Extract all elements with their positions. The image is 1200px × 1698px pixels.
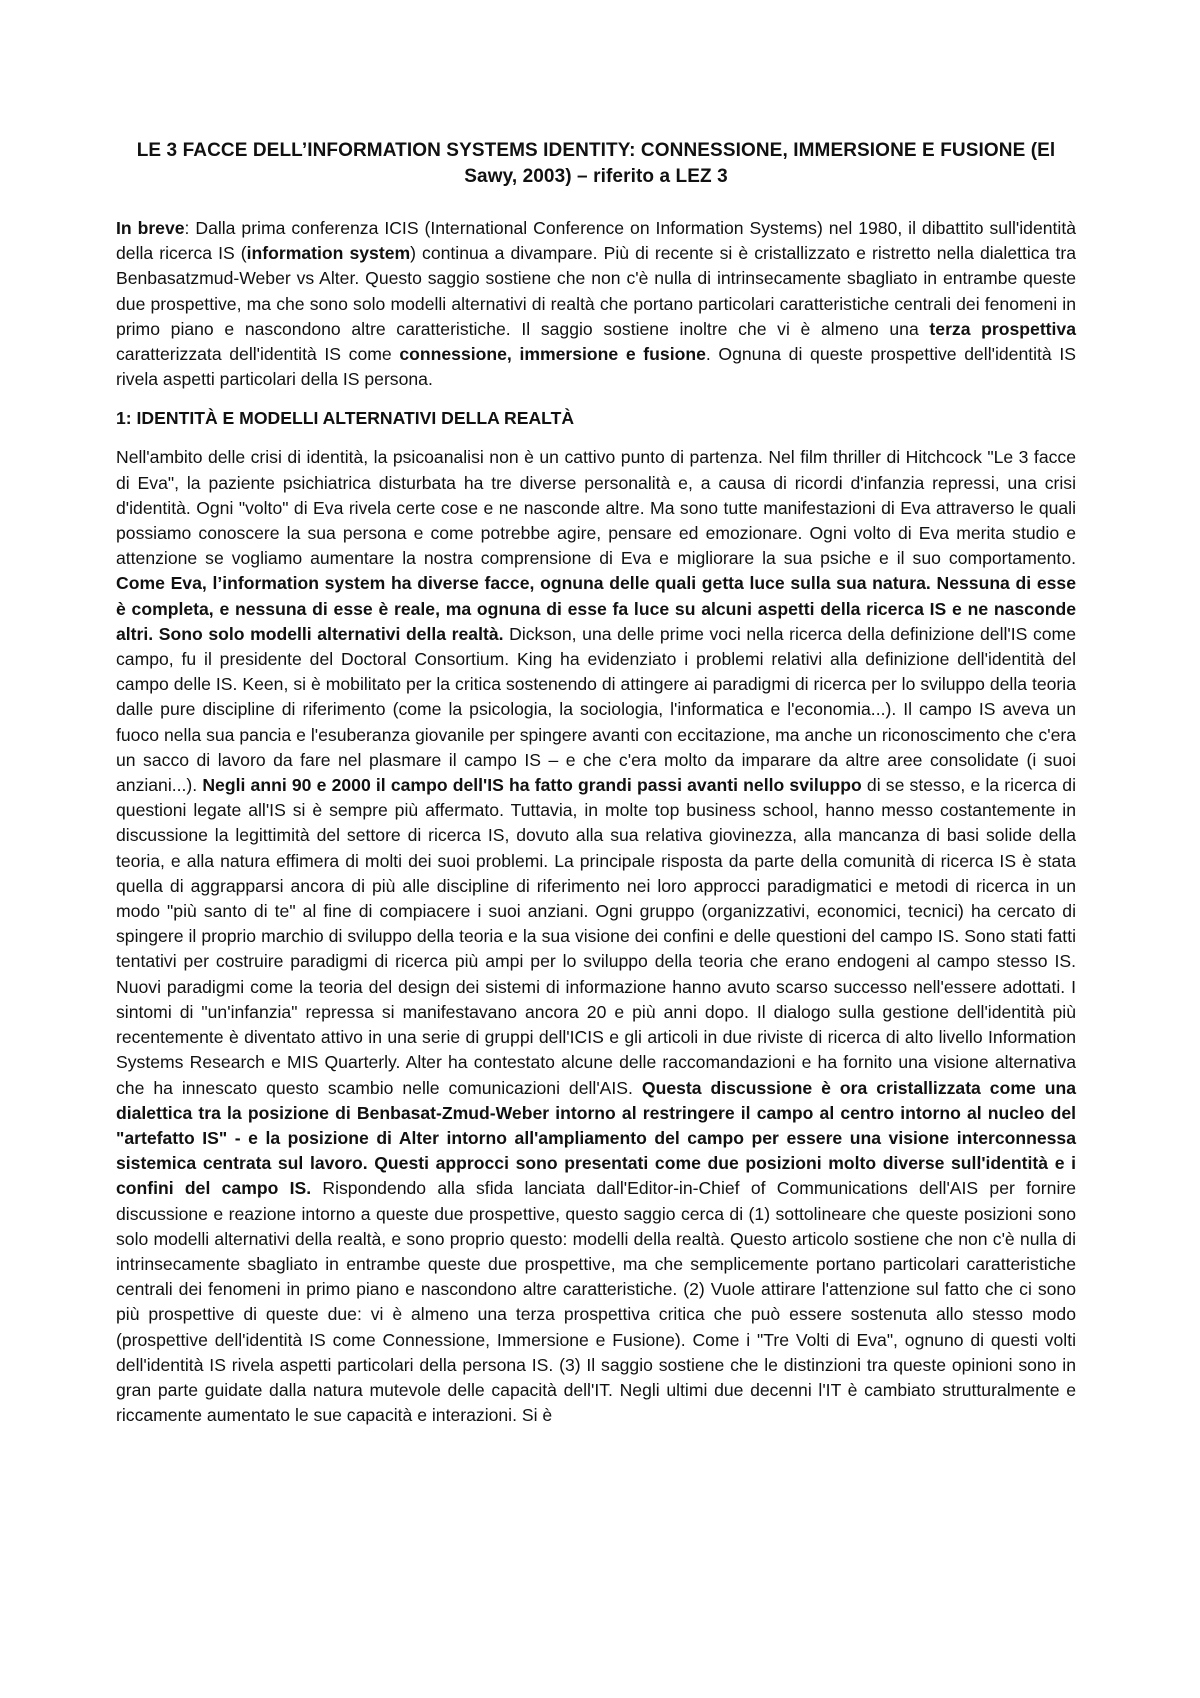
intro-text-3: caratterizzata dell'identità IS come <box>116 344 400 365</box>
section-1-text-1: Nell'ambito delle crisi di identità, la psicoanalisi non è un cattivo punto di partenza. Nel film thriller di Hitchcock "Le 3 facce di Eva", la paziente psichiatrica disturbata ha tre diverse personalità e, a causa di ricordi d'infanzia repressi, una crisi d'identità. Ogni "volto" di Eva rivela certe cose e ne nasconde altre. Ma sono tutte manifestazioni di Eva attraverso le quali possiamo conoscere la sua persona e come potrebbe agire, pensare ed emozionare. Ogni volto di Eva merita studio e attenzione se vogliamo aumentare la nostra comprensione di Eva e migliorare la sua psiche e il suo comportamento. <box>116 447 1076 569</box>
section-1-bold-3: Questa discussione è ora cristallizzata come una dialettica tra la posizione di Benbasat-Zmud-Weber intorno al restringere il campo al centro intorno al nucleo del "artefatto IS" - e la posizione di Alter intorno all'ampliamento del campo per essere una visione interconnessa sistemica centrata sul lavoro. Questi approcci sono presentati come due posizioni molto diverse sull'identità e i confini del campo IS. <box>116 1077 1076 1199</box>
intro-text-2: ) continua a divampare. Più di recente si è cristallizzato e ristretto nella dialettica tra Benbasatzmud-Weber vs Alter. Questo saggio sostiene che non c'è nulla di intrinsecamente sbagliato in entrambe queste due prospettive, ma che sono solo modelli alternativi di realtà che portano particolari caratteristiche centrali dei fenomeni in primo piano e nascondono altre caratteristiche. Il saggio sostiene inoltre che vi è almeno una <box>116 243 1076 339</box>
intro-bold-1: information system <box>246 243 411 264</box>
section-1-bold-2: Negli anni 90 e 2000 il campo dell'IS ha fatto grandi passi avanti nello sviluppo <box>202 775 862 796</box>
section-1-paragraph <box>116 445 1076 1428</box>
intro-bold-2: terza prospettiva <box>929 318 1076 339</box>
intro-paragraph <box>116 216 1076 392</box>
section-1-text-3: di se stesso, e la ricerca di questioni legate all'IS si è sempre più affermato. Tuttavia, in molte top business school, hanno messo costantemente in discussione la legittimità del settore di ricerca IS, dovuto alla sua relativa giovinezza, alla mancanza di basi solide della teoria, e alla natura effimera di molti dei suoi problemi. La principale risposta da parte della comunità di ricerca IS è stata quella di aggrapparsi ancora di più alle discipline di riferimento nei loro approcci paradigmatici e metodi di ricerca in un modo "più santo di te" al fine di compiacere i suoi anziani. Ogni gruppo (organizzativi, economici, tecnici) ha cercato di spingere il proprio marchio di sviluppo della teoria e la sua visione dei confini e delle questioni del campo IS. Sono stati fatti tentativi per costruire paradigmi di ricerca più ampi per lo sviluppo della teoria che erano endogeni al campo stesso IS. Nuovi paradigmi come la teoria del design dei sistemi di informazione hanno avuto scarso successo nell'essere adottati. I sintomi di "un'infanzia" repressa si manifestavano ancora 20 e più anni dopo. Il dialogo sulla gestione dell'identità più recentemente è diventato attivo in una serie di gruppi dell'ICIS e gli articoli in due riviste di ricerca di alto livello Information Systems Research e MIS Quarterly. Alter ha contestato alcune delle raccomandazioni e ha fornito una visione alternativa che ha innescato questo scambio nelle comunicazioni dell'AIS. <box>116 775 1076 1098</box>
document-page <box>116 138 1076 1428</box>
section-1-text-4: Rispondendo alla sfida lanciata dall'Editor-in-Chief of Communications dell'AIS per fornire discussione e reazione intorno a queste due prospettive, questo saggio cerca di (1) sottolineare che queste posizioni sono solo modelli alternativi della realtà, e sono proprio questo: modelli della realtà. Questo articolo sostiene che non c'è nulla di intrinsecamente sbagliato in entrambe queste due prospettive, ma che semplicemente portano particolari caratteristiche centrali dei fenomeni in primo piano e nascondono altre caratteristiche. (2) Vuole attirare l'attenzione sul fatto che ci sono più prospettive di queste due: vi è almeno una terza prospettiva critica che può essere sostenuta allo stesso modo (prospettive dell'identità IS come Connessione, Immersione e Fusione). Come i "Tre Volti di Eva", ognuno di questi volti dell'identità IS rivela aspetti particolari della persona IS. (3) Il saggio sostiene che le distinzioni tra queste opinioni sono in gran parte guidate dalla natura mutevole delle capacità dell'IT. Negli ultimi due decenni l'IT è cambiato strutturalmente e riccamente aumentato le sue capacità e interazioni. Si è <box>116 1178 1076 1426</box>
intro-text-4: . Ognuna di queste prospettive dell'identità IS rivela aspetti particolari della IS persona. <box>116 344 1076 390</box>
section-1-bold-1: Come Eva, l’information system ha diverse facce, ognuna delle quali getta luce sulla sua natura. Nessuna di esse è completa, e nessuna di esse è reale, ma ognuna di esse fa luce su alcuni aspetti della ricerca IS e ne nasconde altri. Sono solo modelli alternativi della realtà. <box>116 573 1076 644</box>
section-1-heading: 1: IDENTITÀ E MODELLI ALTERNATIVI DELLA REALTÀ <box>116 408 575 429</box>
intro-text-1: : Dalla prima conferenza ICIS (International Conference on Information Systems) nel 1980, il dibattito sull'identità della ricerca IS ( <box>116 218 1076 264</box>
document-title: LE 3 FACCE DELL’INFORMATION SYSTEMS IDENTITY: CONNESSIONE, IMMERSIONE E FUSIONE (El Sawy, 2003) – riferito a LEZ 3 <box>136 140 1056 187</box>
intro-label: In breve <box>116 218 185 238</box>
intro-bold-3: connessione, immersione e fusione <box>399 344 706 365</box>
section-1-text-2: Dickson, una delle prime voci nella ricerca della definizione dell'IS come campo, fu il presidente del Doctoral Consortium. King ha evidenziato i problemi relativi alla definizione dell'identità del campo delle IS. Keen, si è mobilitato per la critica sostenendo di attingere ai paradigmi di ricerca per lo sviluppo della teoria dalle pure discipline di riferimento (come la psicologia, la sociologia, l'informatica e l'economia...). Il campo IS aveva un fuoco nella sua pancia e l'esuberanza giovanile per spingere avanti con eccitazione, ma anche un riconoscimento che c'era un sacco di lavoro da fare nel plasmare il campo IS – e che c'era molto da imparare da altre aree consolidate (i suoi anziani...). <box>116 623 1076 796</box>
